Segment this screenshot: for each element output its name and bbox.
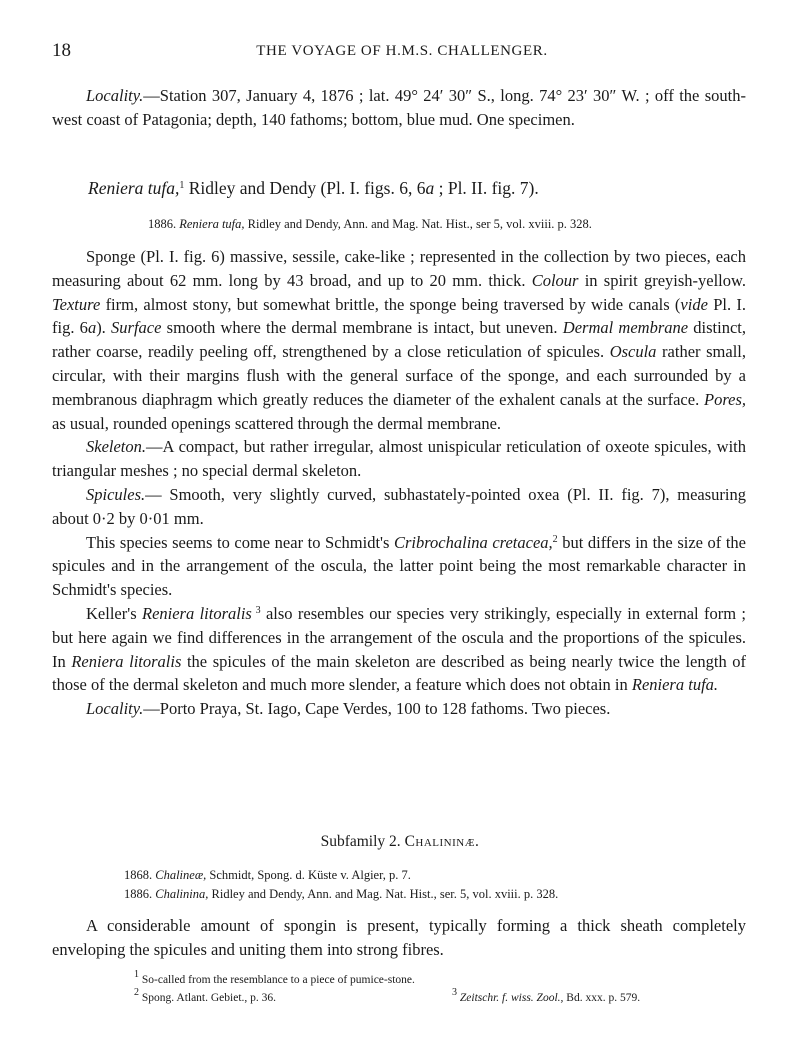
locality-paragraph-porto-praya xyxy=(52,697,746,721)
description-text: firm, almost stony, but somewhat brittle, the sponge being traversed by wide canals ( xyxy=(100,294,681,314)
skeleton-text: —A compact, but rather irregular, almost unispicular reticulation of oxeote spicules, with triangular meshes ; no special dermal skeleton. xyxy=(52,437,746,481)
skeleton-label: Skeleton. xyxy=(86,437,147,457)
texture-label: Texture xyxy=(52,294,101,314)
taxon-name: Reniera tufa. xyxy=(631,675,719,695)
species-heading xyxy=(88,178,539,199)
skeleton-paragraph xyxy=(52,435,746,483)
description-text: ). xyxy=(96,318,112,338)
species-authority: Ridley and Dendy (Pl. I. figs. 6, 6 xyxy=(184,178,426,198)
citation-name: Reniera tufa, xyxy=(179,217,245,231)
keller-text: Keller's xyxy=(86,603,142,623)
subfamily-prefix: Subfamily 2. xyxy=(320,833,405,850)
locality-text: —Station 307, January 4, 1876 ; lat. 49° 24′ 30″ S., long. 74° 23′ 30″ W. ; off the south-west coast of Patagonia; depth, 140 fathoms; bottom, blue mud. One specimen. xyxy=(52,86,746,129)
species-citation xyxy=(148,215,592,233)
comparison-text: This species seems to come near to Schmidt's xyxy=(86,532,394,552)
description-text: distinct, rather coarse, readily peeling off, strengthened by a close reticulation of spicules. xyxy=(52,318,746,362)
footnote-mark: 2 xyxy=(134,987,139,998)
citation-rest: Schmidt, Spong. d. Küste v. Algier, p. 7. xyxy=(206,868,411,882)
page-header xyxy=(52,40,752,64)
footnote-ref-1: 1 xyxy=(179,180,185,191)
subfamily-name: Chalininæ. xyxy=(404,833,480,850)
species-description xyxy=(52,245,746,721)
locality-label: Locality. xyxy=(86,699,144,719)
description-text: smooth where the dermal membrane is intact, but uneven. xyxy=(161,318,563,338)
pores-label: Pores, xyxy=(703,389,746,409)
subfamily-paragraph: A considerable amount of spongin is present, typically forming a thick sheath completely enveloping the spicules and uniting them into strong fibres. xyxy=(52,916,746,959)
subfamily-citation-1868 xyxy=(124,866,411,884)
description-text: in spirit greyish-yellow. xyxy=(578,270,746,290)
subfamily-heading xyxy=(0,833,800,851)
subfamily-citation-1886 xyxy=(124,885,558,903)
species-name: Reniera tufa, xyxy=(88,178,180,198)
taxon-name: Cribrochalina cretacea, xyxy=(393,532,553,552)
footnote-mark: 1 xyxy=(134,969,139,980)
footnote-3 xyxy=(452,987,641,1006)
running-title: THE VOYAGE OF H.M.S. CHALLENGER. xyxy=(256,43,548,59)
footnote-1 xyxy=(134,969,415,988)
spicules-label: Spicules. xyxy=(86,484,146,504)
description-text: as usual, rounded openings scattered through the dermal membrane. xyxy=(52,413,502,433)
citation-rest: Ridley and Dendy, Ann. and Mag. Nat. Hist., ser. 5, vol. xviii. p. 328. xyxy=(208,887,559,901)
citation-year: 1868. xyxy=(124,868,156,882)
oscula-label: Oscula xyxy=(609,342,657,362)
footnote-journal: Zeitschr. f. wiss. Zool., xyxy=(457,992,564,1004)
description-paragraph xyxy=(52,245,746,435)
taxon-name: Reniera litoralis xyxy=(71,651,182,671)
spicules-paragraph xyxy=(52,483,746,531)
page-number: 18 xyxy=(52,40,71,61)
locality-label: Locality. xyxy=(86,86,144,105)
description-text: rather small, circular, with their margins flush with the general surface of the sponge, and each surrounded by a membranous diaphragm which greatly reduces the diameter of the exhalent canals at the surface. xyxy=(52,342,746,409)
keller-text: also resembles our species very strikingly, especially in external form ; but here again we find differences in the arrangement of the oscula and the proportions of the spicules. In xyxy=(52,603,746,671)
footnote-ref-3: 3 xyxy=(251,604,261,616)
keller-text: the spicules of the main skeleton are described as being nearly twice the length of those of the dermal skeleton and much more slender, a feature which does not obtain in xyxy=(52,651,747,695)
spicules-text: — Smooth, very slightly curved, subhastately-pointed oxea (Pl. II. fig. 7), measuring about 0·2 by 0·01 mm. xyxy=(52,484,746,528)
description-text: Sponge (Pl. I. fig. 6) massive, sessile, cake-like ; represented in the collection by two pieces, each measuring about 62 mm. long by 43 broad, and up to 20 mm. thick. xyxy=(52,247,746,290)
footnote-rule xyxy=(52,967,746,968)
citation-name: Chalinina, xyxy=(155,887,209,901)
dermal-membrane-label: Dermal membrane xyxy=(562,318,689,338)
species-fig-letter: a xyxy=(425,178,435,198)
footnote-2 xyxy=(134,987,277,1006)
citation-year: 1886. xyxy=(148,217,180,231)
footnote-text: Bd. xxx. p. 579. xyxy=(563,992,641,1004)
footnote-ref-2: 2 xyxy=(552,533,558,545)
comparison-paragraph xyxy=(52,531,746,602)
surface-label: Surface xyxy=(111,318,162,338)
keller-paragraph xyxy=(52,602,746,697)
colour-label: Colour xyxy=(531,270,579,290)
description-text: Pl. I. fig. 6 xyxy=(52,294,746,338)
locality-paragraph-station-307 xyxy=(52,84,746,132)
citation-year: 1886. xyxy=(124,887,156,901)
taxon-name: Reniera litoralis xyxy=(141,603,252,623)
fig-letter: a xyxy=(87,318,97,338)
vide-word: vide xyxy=(680,294,708,314)
comparison-text: but differs in the size of the spicules and in the arrangement of the oscula, the latter point being the most remarkable character in Schmidt's species. xyxy=(52,532,746,600)
citation-rest: Ridley and Dendy, Ann. and Mag. Nat. Hist., ser 5, vol. xviii. p. 328. xyxy=(244,217,592,231)
footnote-text: Spong. Atlant. Gebiet., p. 36. xyxy=(139,992,277,1004)
species-authority-end: ; Pl. II. fig. 7). xyxy=(434,178,539,198)
footnote-text: So-called from the resemblance to a piece of pumice-stone. xyxy=(139,974,415,986)
locality-text: —Porto Praya, St. Iago, Cape Verdes, 100 to 128 fathoms. Two pieces. xyxy=(143,699,611,719)
citation-name: Chalineæ, xyxy=(155,868,207,882)
footnote-mark: 3 xyxy=(452,987,457,998)
